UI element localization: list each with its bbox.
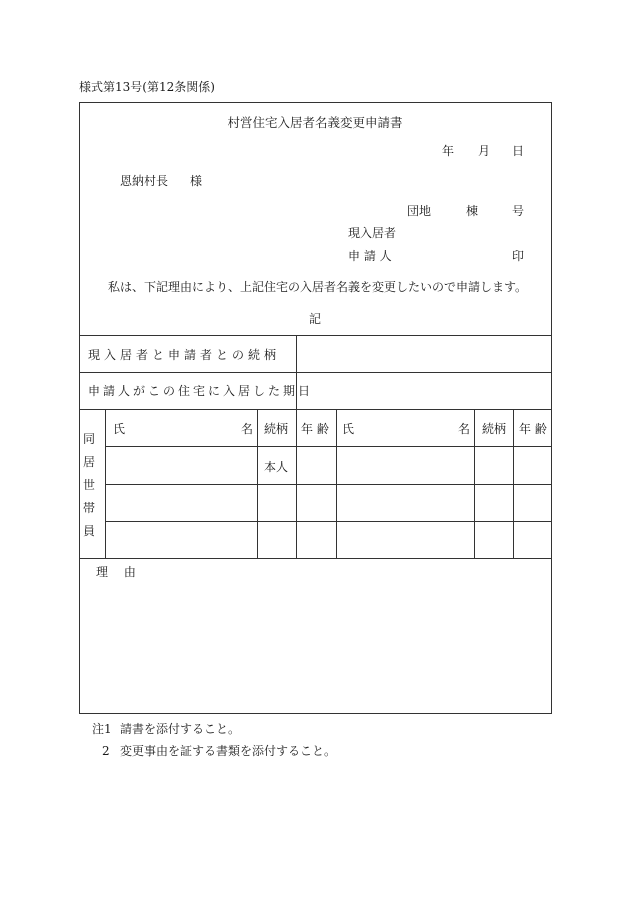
header-name-left: 氏: [342, 422, 355, 436]
reason-field[interactable]: [79, 558, 552, 714]
reason-label: 理 由: [96, 565, 142, 579]
header-age: 年 齢: [519, 422, 547, 436]
divider-line: [513, 409, 514, 558]
relationship-label: 現入居者と申請者との続柄: [88, 348, 281, 362]
move-in-date-label: 申請人がこの住宅に入居した期日: [88, 384, 314, 398]
form-number-label: 様式第13号(第12条関係): [79, 80, 215, 94]
addressee-name: 恩納村長: [120, 174, 169, 188]
household-label-char: 同: [82, 432, 95, 446]
divider-line: [79, 409, 552, 410]
household-label-char: 員: [82, 524, 95, 538]
note-number: 2: [102, 744, 110, 758]
header-relation: 続柄: [482, 422, 507, 436]
document-title: 村営住宅入居者名義変更申請書: [227, 115, 403, 130]
household-label-char: 居: [82, 455, 95, 469]
current-resident-label: 現入居者: [348, 226, 397, 240]
date-day-label: 日: [512, 144, 525, 158]
header-name-left: 氏: [113, 422, 126, 436]
divider-line: [296, 409, 297, 558]
header-name-right: 名: [241, 422, 254, 436]
header-relation: 続柄: [264, 422, 289, 436]
note-text: 請書を添付すること。: [120, 722, 241, 736]
danchi-label: 団地: [407, 204, 432, 218]
self-relation: 本人: [264, 460, 289, 474]
ki-label: 記: [308, 312, 321, 326]
header-name-right: 名: [458, 422, 471, 436]
divider-line: [257, 409, 258, 558]
date-year-label: 年: [442, 144, 455, 158]
relationship-field[interactable]: [296, 335, 552, 372]
tou-label: 棟: [466, 204, 479, 218]
divider-line: [105, 409, 106, 558]
note-text: 変更事由を証する書類を添付すること。: [120, 744, 337, 758]
divider-line: [336, 409, 337, 558]
divider-line: [474, 409, 475, 558]
move-in-date-field[interactable]: [296, 372, 552, 409]
seal-label: 印: [512, 249, 525, 263]
household-label-char: 世: [82, 478, 95, 492]
divider-line: [105, 446, 552, 447]
applicant-label: 申 請 人: [348, 249, 392, 263]
household-label-char: 帯: [82, 501, 95, 515]
date-month-label: 月: [478, 144, 491, 158]
application-statement: 私は、下記理由により、上記住宅の入居者名義を変更したいので申請します。: [108, 280, 528, 294]
divider-line: [105, 521, 552, 522]
gou-label: 号: [512, 204, 525, 218]
divider-line: [105, 484, 552, 485]
addressee-honorific: 様: [190, 174, 203, 188]
note-number: 注1: [92, 722, 112, 736]
header-age: 年 齢: [301, 422, 329, 436]
